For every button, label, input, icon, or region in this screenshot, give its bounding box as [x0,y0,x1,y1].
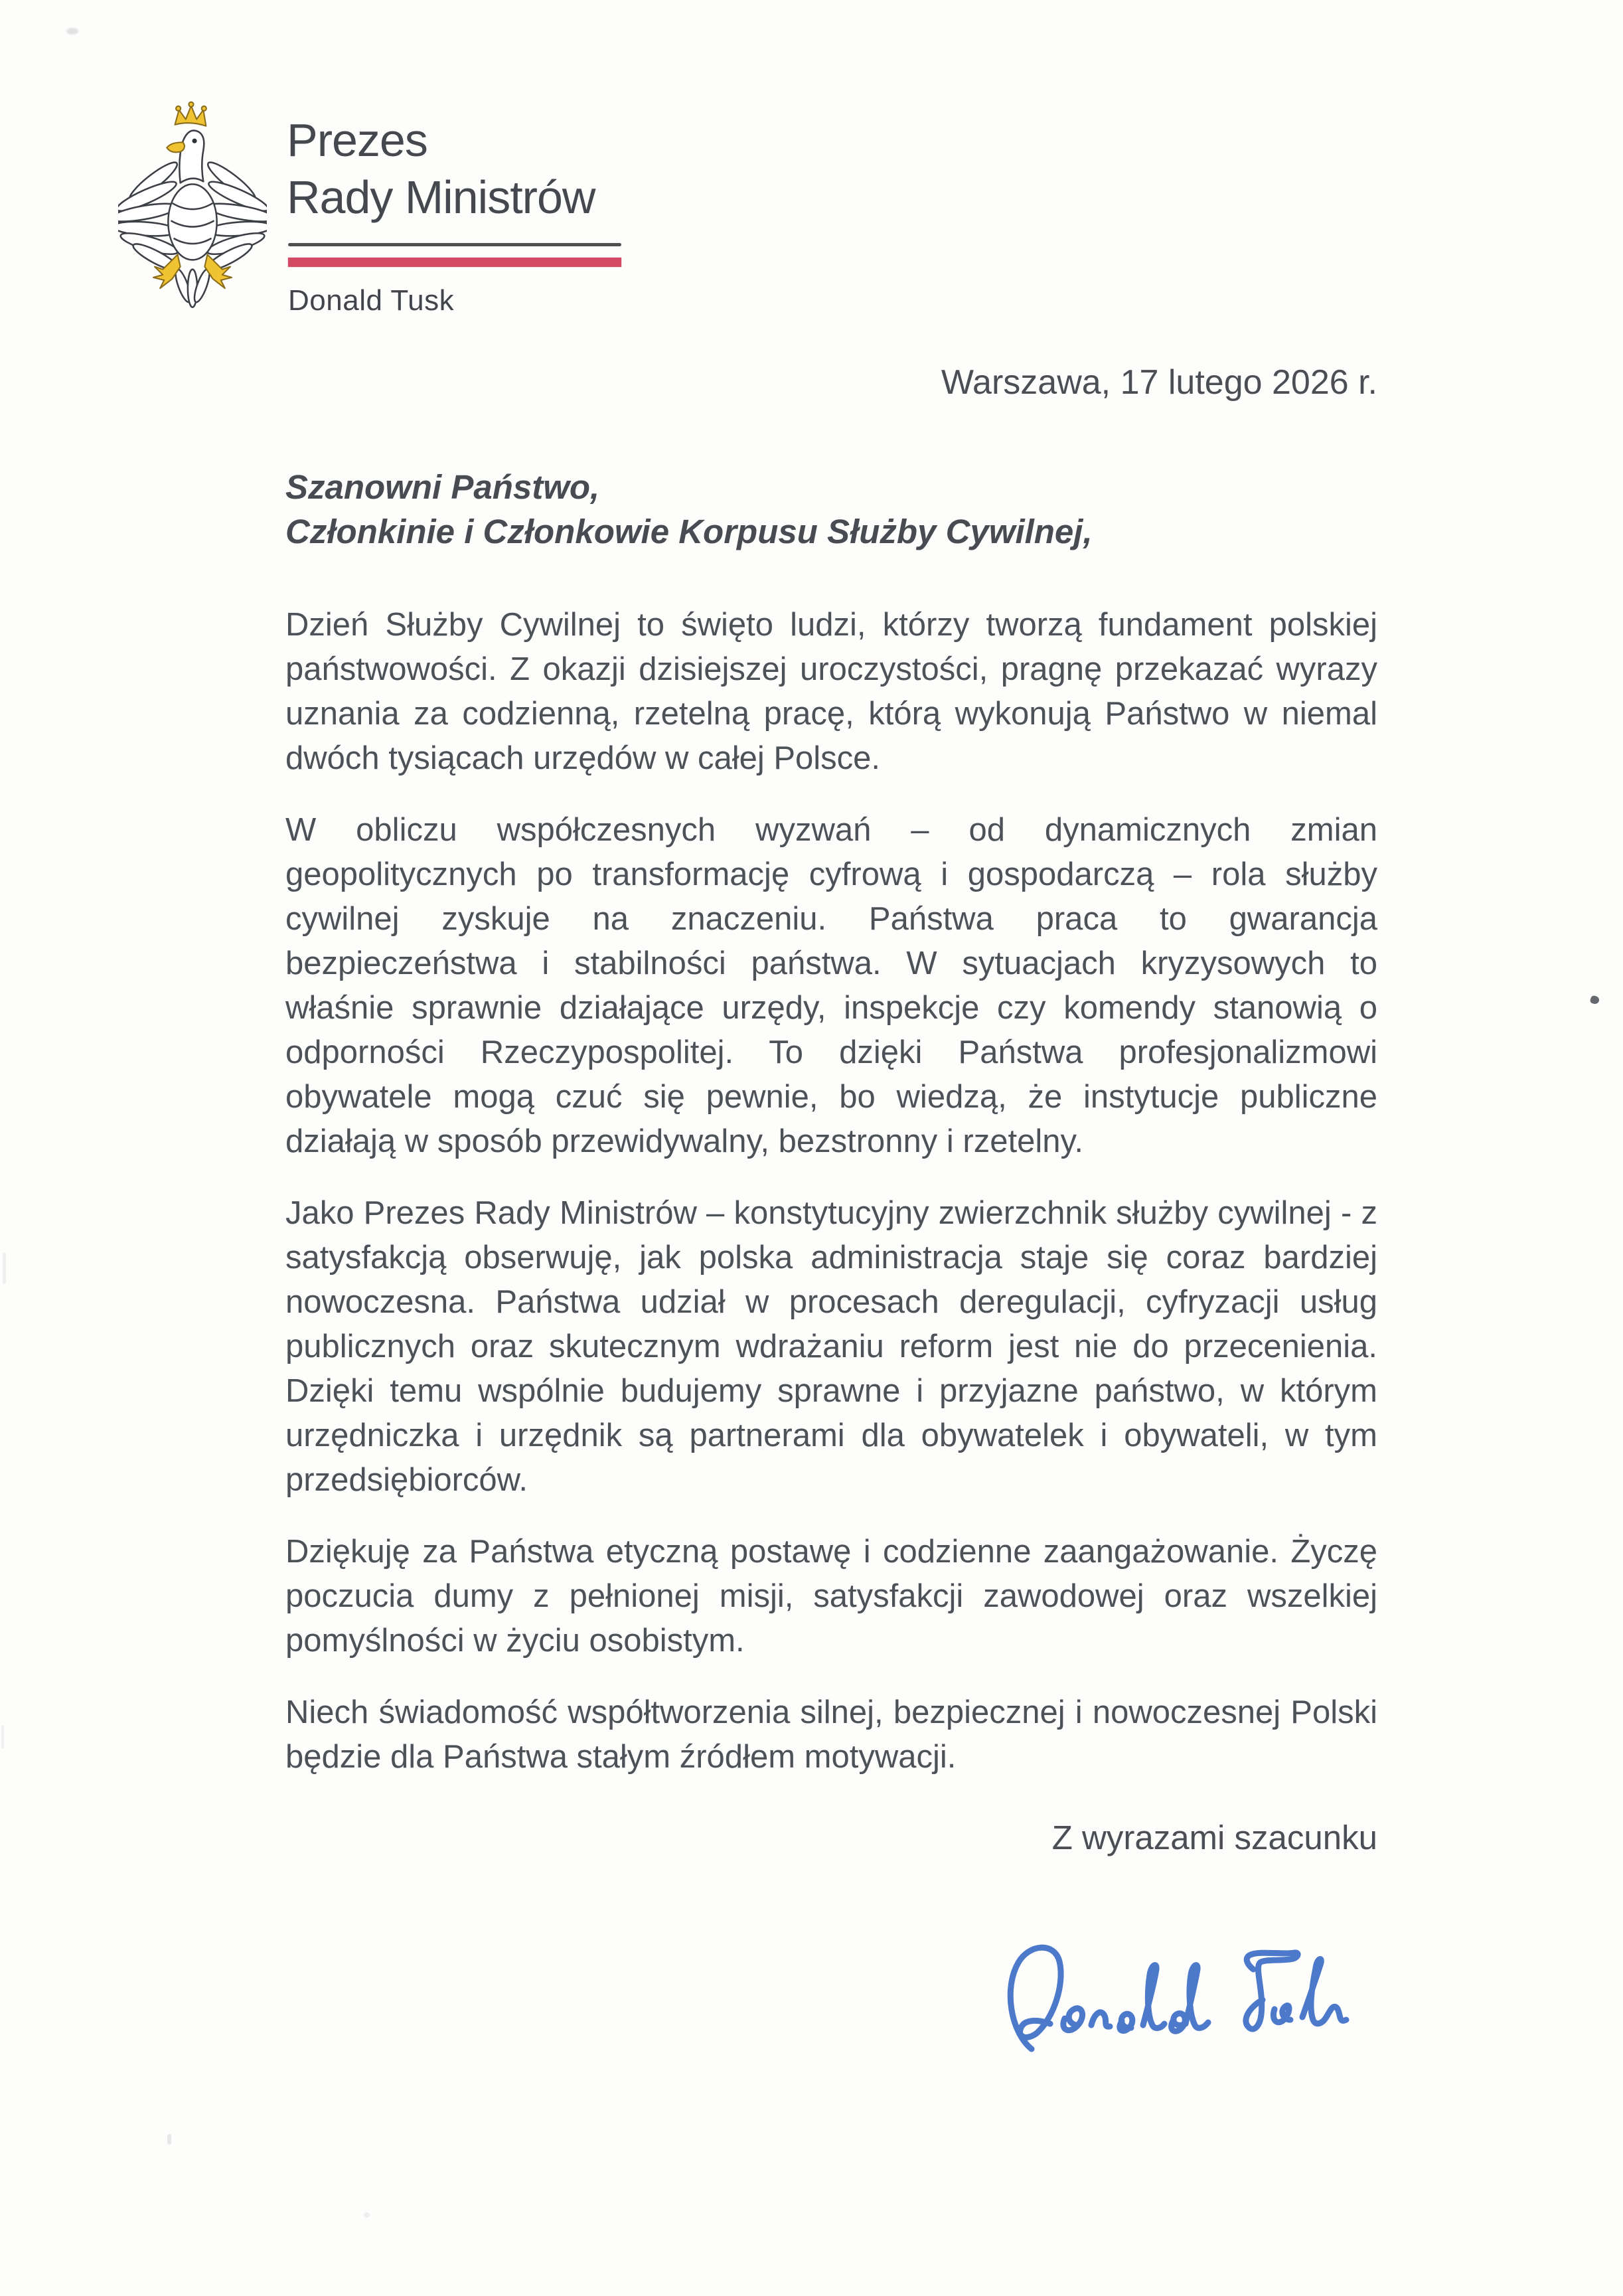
handwritten-signature [990,1931,1455,2077]
closing-phrase: Z wyrazami szacunku [1051,1819,1377,1856]
scan-speck-bottom-1 [167,2134,171,2145]
org-title-line1: Prezes [287,114,427,166]
salutation [285,465,1377,554]
paragraph-4: Dziękuję za Państwa etyczną postawę i codzienne zaangażowanie. Życzę poczucia dumy z pełnionej misji, satysfakcji zawodowej oraz wszelkiej pomyślności w życiu osobistym. [285,1534,1377,1659]
paragraph-5: Niech świadomość współtworzenia silnej, bezpiecznej i nowoczesnej Polski będzie dla Państwa stałym źródłem motywacji. [285,1694,1377,1775]
salutation-line2: Członkinie i Członkowie Korpusu Służby Cywilnej, [285,513,1093,550]
letterhead-org-title [287,112,595,226]
dateline: Warszawa, 17 lutego 2026 r. [941,363,1377,402]
paragraph-3: Jako Prezes Rady Ministrów – konstytucyjny zwierzchnik służby cywilnej - z satysfakcją obserwuję, jak polska administracja staje się coraz bardziej nowoczesna. Państwa udział w procesach deregulacji, cyfryzacji usług publicznych oraz skutecznym wdrażaniu reform jest nie do przecenienia. Dzięki temu wspólnie budujemy sprawne i przyjazne państwo, w którym urzędniczka i urzędnik są partnerami dla obywatelek i obywateli, w tym przedsiębiorców. [285,1195,1377,1498]
scan-speck-bottom-2 [364,2212,370,2218]
separator-red-bar [288,258,621,267]
scan-smudge-top-left [66,28,78,35]
polish-eagle-emblem-icon [118,101,267,312]
scan-streak-left-edge-2 [1,1725,4,1749]
salutation-line1: Szanowni Państwo, [285,468,600,506]
scan-speck-right-margin [1589,995,1600,1005]
org-title-line2: Rady Ministrów [287,171,595,223]
separator-dark-line [288,243,621,246]
paragraph-2: W obliczu współczesnych wyzwań – od dynamicznych zmian geopolitycznych po transformację cyfrową i gospodarczą – rola służby cywilnej zyskuje na znaczeniu. Państwa praca to gwarancja bezpieczeństwa i stabilności państwa. W sytuacjach kryzysowych to właśnie sprawnie działające urzędy, inspekcje czy komendy stanowią o odporności Rzeczypospolitej. To dzięki Państwa profesjonalizmowi obywatele mogą czuć się pewnie, bo wiedzą, że instytucje publiczne działają w sposób przewidywalny, bezstronny i rzetelny. [285,812,1377,1159]
letter-body [285,603,1377,1807]
letterhead-signer-name: Donald Tusk [288,284,455,317]
letterhead-separator [288,243,621,267]
paragraph-1: Dzień Służby Cywilnej to święto ludzi, którzy tworzą fundament polskiej państwowości. Z okazji dzisiejszej uroczystości, pragnę przekazać wyrazy uznania za codzienną, rzetelną pracę, którą wykonują Państwo w niemal dwóch tysiącach urzędów w całej Polsce. [285,607,1377,776]
scan-streak-left-edge-1 [3,1252,6,1284]
